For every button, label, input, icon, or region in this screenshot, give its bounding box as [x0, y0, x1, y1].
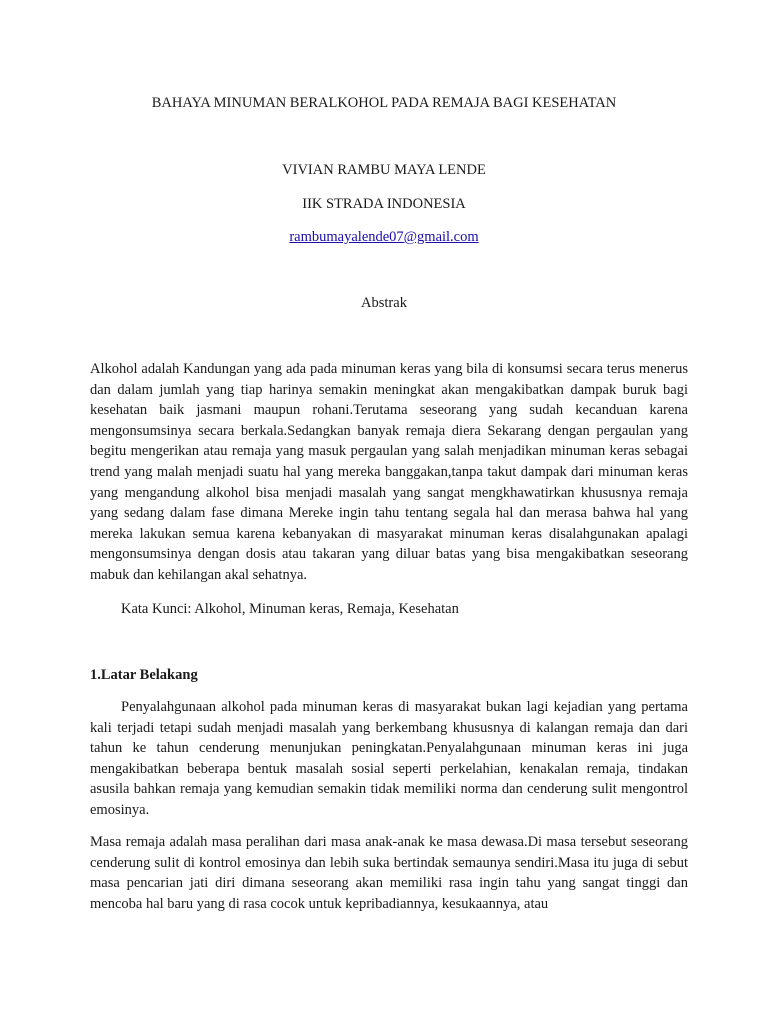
document-title: BAHAYA MINUMAN BERALKOHOL PADA REMAJA BAGI KESEHATAN	[151, 95, 617, 111]
section-paragraph-2: Masa remaja adalah masa peralihan dari masa anak-anak ke masa dewasa.Di masa tersebut seseorang cenderung sulit di kontrol emosinya dan lebih suka bertindak semaunya sendiri.Masa itu juga di sebut masa pencarian jati diri dimana seseorang akan memiliki rasa ingin tahu yang sangat tinggi dan mencoba hal baru yang di rasa cocok untuk kepribadiannya, kesukaannya, atau	[90, 834, 688, 912]
abstract-heading: Abstrak	[361, 295, 407, 311]
author-affiliation: IIK STRADA INDONESIA	[302, 196, 466, 212]
author-email-line	[0, 228, 768, 246]
abstract-text: Alkohol adalah Kandungan yang ada pada minuman keras yang bila di konsumsi secara terus menerus dan dalam jumlah yang tiap harinya semakin meningkat akan mengakibatkan dampak buruk bagi kesehatan baik jasmani maupun rohani.Terutama seseorang yang sudah kecanduan karena mengonsumsinya secara berkala.Sedangkan banyak remaja diera Sekarang dengan pergaulan yang begitu mengerikan atau remaja yang masuk pergaulan yang salah menjadikan minuman keras sebagai trend yang malah menjadi suatu hal yang mereka banggakan,tanpa takut dampak dari minuman keras yang mengandung alkohol bisa menjadi masalah yang sangat mengkhawatirkan khususnya remaja yang sedang dalam fase dimana Mereke ingin tahu tentang segala hal dan merasa bahwa hal yang mereka lakukan semua karena kebanyakan di masyarakat minuman keras disalahgunakan apalagi mengonsumsinya dengan dosis atau takaran yang diluar batas yang bisa mengakibatkan seseorang mabuk dan kehilangan akal sehatnya.	[90, 361, 688, 583]
section-paragraph-1: Penyalahgunaan alkohol pada minuman keras di masyarakat bukan lagi kejadian yang pertama kali terjadi tetapi sudah menjadi masalah yang berkembang khususnya di kalangan remaja dan dari tahun ke tahun cenderung menunjukan peningkatan.Penyalahgunaan minuman keras ini juga mengakibatkan beberapa bentuk masalah sosial seperti perkelahian, kenakalan remaja, tindakan asusila bahkan remaja yang kemudian semakin tidak memiliki norma dan cenderung sulit mengontrol emosinya.	[90, 699, 688, 818]
keywords-line: Kata Kunci: Alkohol, Minuman keras, Remaja, Kesehatan	[121, 601, 459, 617]
author-email-link[interactable]: rambumayalende07@gmail.com	[289, 229, 479, 245]
section-heading-latar-belakang: 1.Latar Belakang	[90, 667, 198, 683]
author-name: VIVIAN RAMBU MAYA LENDE	[282, 162, 486, 178]
